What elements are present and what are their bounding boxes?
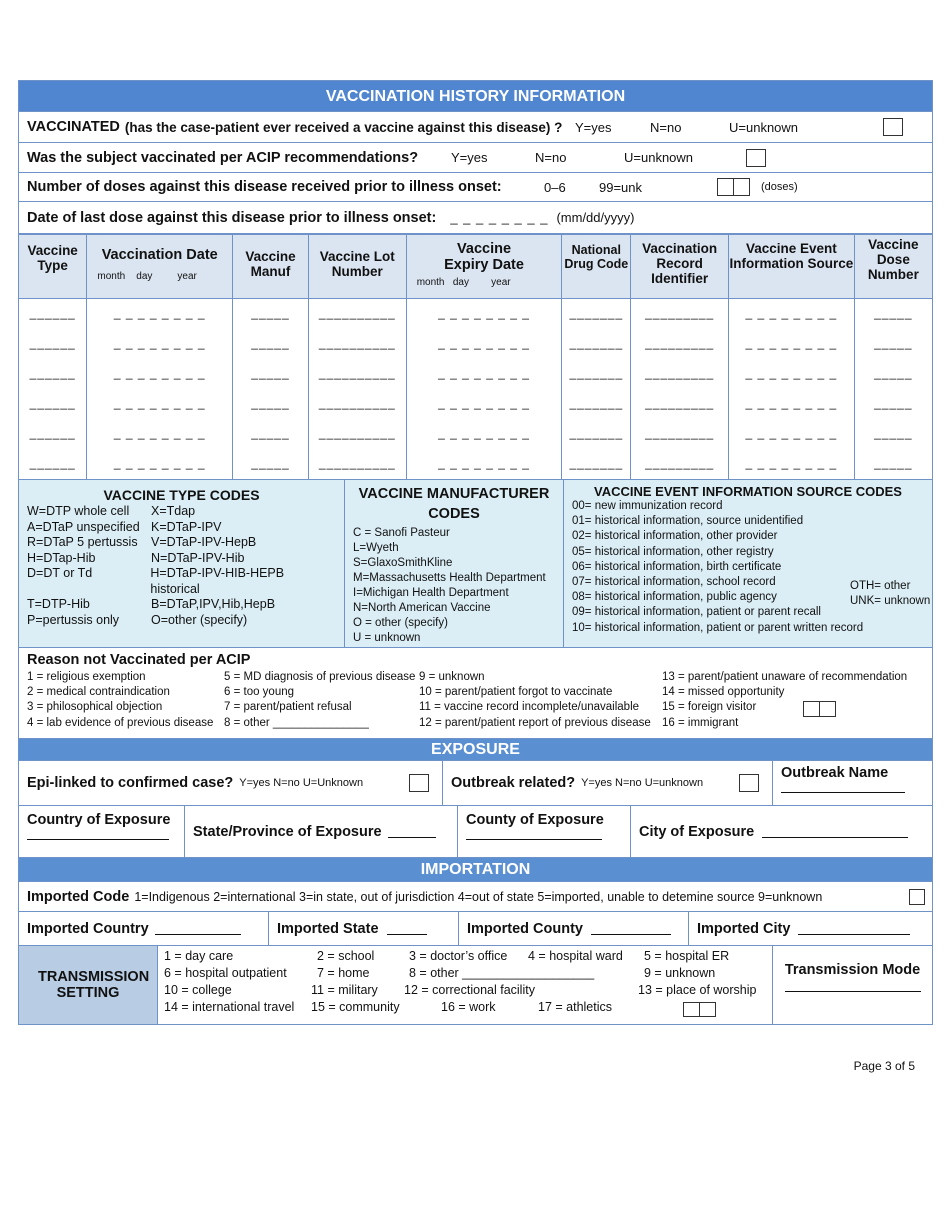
acip-no: N=no xyxy=(535,150,567,165)
ts-16: 16 = work xyxy=(441,1000,496,1014)
state-exposure-line xyxy=(388,826,436,838)
type-code: O=other (specify) xyxy=(151,612,248,627)
city-exposure-line xyxy=(762,826,908,838)
code-item: 3 = philosophical objection xyxy=(27,701,163,714)
city-exposure-field[interactable] xyxy=(631,806,932,857)
type-code: W=DTP whole cell xyxy=(27,504,130,518)
ts-7: 7 = home xyxy=(317,966,370,980)
page-number: Page 3 of 5 xyxy=(853,1059,915,1073)
type-code-row xyxy=(27,566,336,597)
vaccination-form xyxy=(18,80,933,1025)
col-vaccine-type: Vaccine Type xyxy=(19,235,87,299)
doses-box-2[interactable] xyxy=(733,178,750,196)
ts-14: 14 = international travel xyxy=(164,1000,295,1014)
code-item: 6 = too young xyxy=(224,686,295,699)
state-exposure-label: State/Province of Exposure xyxy=(193,823,382,840)
type-code: A=DTaP unspecified xyxy=(27,519,140,534)
type-code: R=DTaP 5 pertussis xyxy=(27,535,138,549)
imported-city-field[interactable] xyxy=(689,912,932,945)
code-item: I=Michigan Health Department xyxy=(353,587,509,599)
doses-unit: (doses) xyxy=(761,181,798,193)
acip-checkbox[interactable] xyxy=(746,149,766,167)
type-code: B=DTaP,IPV,Hib,HepB xyxy=(151,597,276,611)
imported-location-row xyxy=(19,912,932,946)
importation-title: IMPORTATION xyxy=(19,858,932,882)
type-code: P=pertussis only xyxy=(27,612,120,627)
entries-type[interactable]: ______ ______ ______ ______ ______ ______ xyxy=(19,299,87,480)
code-item: 07= historical information, school record xyxy=(572,576,776,589)
col-vaccination-date: Vaccination Date month day year xyxy=(87,235,233,299)
entries-dose[interactable]: _____ _____ _____ _____ _____ _____ xyxy=(854,299,932,480)
col-dose-number: Vaccine Dose Number xyxy=(854,235,932,299)
imported-county-label: Imported County xyxy=(467,920,583,937)
code-item: 08= historical information, public agency xyxy=(572,591,777,604)
transmission-setting-label: TRANSMISSION SETTING xyxy=(38,969,150,1001)
imported-code-options: 1=Indigenous 2=international 3=in state, out of jurisdiction 4=out of state 5=imported, unable to detemine source 9=unknown xyxy=(134,889,823,904)
type-code: V=DTaP-IPV-HepB xyxy=(151,535,257,549)
imported-state-field[interactable] xyxy=(269,912,459,945)
type-code-row xyxy=(27,535,336,551)
entries-source[interactable]: _ _ _ _ _ _ _ _ _ _ _ _ _ _ _ _ _ _ _ _ _ _ _ _ _ _ _ _ _ _ _ _ _ _ _ _ _ _ _ _ _ _ _ _ _ _ _ _ xyxy=(729,299,855,480)
imported-country-label: Imported Country xyxy=(27,920,149,937)
outbreak-checkbox[interactable] xyxy=(739,774,759,792)
type-code: H=DTap-Hib xyxy=(27,550,96,565)
code-item: N=North American Vaccine xyxy=(353,602,491,614)
outbreak-related-field xyxy=(443,761,773,805)
type-code-row xyxy=(27,551,336,567)
ts-2: 2 = school xyxy=(317,949,375,963)
reason-col-2 xyxy=(224,670,415,731)
transmission-setting-label-cell xyxy=(19,946,158,1024)
reason-col-1 xyxy=(27,670,213,731)
last-dose-row xyxy=(19,202,932,234)
code-item: 10= historical information, patient or parent written record xyxy=(572,621,864,634)
expiry-subheader: month day year xyxy=(416,277,511,288)
table-entry-rows xyxy=(19,299,932,480)
entries-record[interactable]: _________ _________ _________ _________ _________ _________ xyxy=(631,299,729,480)
imported-state-line xyxy=(387,923,427,935)
doses-label: Number of doses against this disease received prior to illness onset: xyxy=(27,179,502,195)
code-item: 01= historical information, source unidentified xyxy=(572,515,804,528)
country-exposure-line xyxy=(27,828,169,840)
outbreak-label: Outbreak related? xyxy=(451,775,576,791)
imported-city-line xyxy=(798,923,910,935)
acip-unknown: U=unknown xyxy=(624,150,694,165)
acip-label: Was the subject vaccinated per ACIP recommendations? xyxy=(27,149,419,166)
transmission-options xyxy=(158,946,773,1024)
vaccinated-unknown: U=unknown xyxy=(729,119,799,135)
code-item: 06= historical information, birth certificate xyxy=(572,560,782,573)
outbreak-name-line xyxy=(781,781,905,793)
code-item: 1 = religious exemption xyxy=(27,671,146,683)
source-codes-list xyxy=(572,499,924,636)
outbreak-name-label: Outbreak Name xyxy=(781,765,889,781)
entries-date[interactable]: _ _ _ _ _ _ _ _ _ _ _ _ _ _ _ _ _ _ _ _ _ _ _ _ _ _ _ _ _ _ _ _ _ _ _ _ _ _ _ _ _ _ _ _ _ _ _ _ xyxy=(87,299,233,480)
imported-country-line xyxy=(155,923,241,935)
imported-county-line xyxy=(591,923,671,935)
vaccinated-question: (has the case-patient ever received a vaccine against this disease) ? xyxy=(124,119,563,135)
acip-yes: Y=yes xyxy=(451,150,488,165)
ts-12: 12 = correctional facility xyxy=(404,983,535,997)
code-item: 09= historical information, patient or parent recall xyxy=(572,606,821,619)
last-dose-blanks[interactable]: _ _ _ _ _ _ _ _ xyxy=(450,210,549,225)
manuf-codes xyxy=(345,480,564,647)
epi-linked-field xyxy=(19,761,443,805)
reason-col-3 xyxy=(419,670,651,731)
ts-11: 11 = military xyxy=(311,983,378,997)
col-vaccine-lot: Vaccine Lot Number xyxy=(308,235,406,299)
manuf-codes-title: VACCINE MANUFACTURER CODES xyxy=(358,486,550,522)
vaccinated-no: N=no xyxy=(650,119,682,135)
code-item: 4 = lab evidence of previous disease xyxy=(27,716,214,729)
ts-4: 4 = hospital ward xyxy=(528,949,623,963)
code-item: M=Massachusetts Health Department xyxy=(353,572,546,584)
source-codes-title: VACCINE EVENT INFORMATION SOURCE CODES xyxy=(594,484,902,499)
doses-box-1[interactable] xyxy=(717,178,734,196)
reason-box-1[interactable] xyxy=(803,701,820,717)
acip-row xyxy=(19,143,932,173)
outbreak-options: Y=yes N=no U=unknown xyxy=(581,777,704,789)
entries-ndc[interactable]: _______ _______ _______ _______ _______ _______ xyxy=(562,299,631,480)
code-item: 12 = parent/patient report of previous disease xyxy=(419,716,651,729)
imported-code-label: Imported Code xyxy=(27,888,130,905)
doses-range: 0–6 xyxy=(544,179,566,195)
state-exposure-field[interactable] xyxy=(185,806,458,857)
type-code: T=DTP-Hib xyxy=(27,597,90,611)
type-codes-title: VACCINE TYPE CODES xyxy=(103,487,260,503)
source-oth: OTH= other xyxy=(850,580,911,592)
country-exposure-label: Country of Exposure xyxy=(27,812,171,828)
county-exposure-line xyxy=(466,828,602,840)
last-dose-format: (mm/dd/yyyy) xyxy=(556,210,635,225)
reason-col-4 xyxy=(662,670,907,731)
manuf-codes-list xyxy=(353,526,555,646)
epi-label: Epi-linked to confirmed case? xyxy=(27,775,234,791)
type-codes xyxy=(19,480,345,647)
codes-legend xyxy=(19,480,932,648)
ts-17: 17 = athletics xyxy=(538,1000,613,1014)
epi-options: Y=yes N=no U=Unknown xyxy=(239,777,364,789)
exposure-title: EXPOSURE xyxy=(19,739,932,761)
doses-row xyxy=(19,173,932,202)
source-codes xyxy=(564,480,932,647)
col-ndc: National Drug Code xyxy=(562,235,631,299)
transmission-mode-label: Transmission Mode xyxy=(784,962,921,978)
code-item: S=GlaxoSmithKline xyxy=(353,557,453,569)
code-item: L=Wyeth xyxy=(353,542,399,554)
vaccinated-checkbox[interactable] xyxy=(883,118,903,136)
doses-unk: 99=unk xyxy=(599,179,643,195)
epi-checkbox[interactable] xyxy=(409,774,429,792)
ts-15: 15 = community xyxy=(311,1000,400,1014)
source-unk: UNK= unknown xyxy=(850,595,931,607)
entries-manuf[interactable]: _____ _____ _____ _____ _____ _____ xyxy=(233,299,309,480)
exposure-row-1 xyxy=(19,761,932,806)
type-code: D=DT or Td xyxy=(27,566,93,580)
code-item: C = Sanofi Pasteur xyxy=(353,527,450,539)
county-exposure-label: County of Exposure xyxy=(466,812,604,828)
code-item: 7 = parent/patient refusal xyxy=(224,701,352,714)
vaccinated-yes: Y=yes xyxy=(575,119,612,135)
transmission-mode-field[interactable] xyxy=(773,946,932,1024)
type-code-row xyxy=(27,597,336,613)
code-item: 05= historical information, other registry xyxy=(572,545,774,558)
col-vaccine-expiry: Vaccine Expiry Date month day year xyxy=(406,235,562,299)
exposure-row-2 xyxy=(19,806,932,858)
date-subheader: month day year xyxy=(97,271,197,282)
ts-10: 10 = college xyxy=(164,983,232,997)
code-item: 8 = other _______________ xyxy=(224,716,369,729)
ts-8: 8 = other ___________________ xyxy=(409,966,595,980)
code-item: 16 = immigrant xyxy=(662,716,739,729)
ts-9: 9 = unknown xyxy=(644,966,716,980)
ts-13: 13 = place of worship xyxy=(638,983,757,997)
code-item: 02= historical information, other provider xyxy=(572,530,778,543)
transmission-row xyxy=(19,946,932,1024)
imported-code-row xyxy=(19,882,932,912)
type-code-row xyxy=(27,504,336,520)
col-record-id: Vaccination Record Identifier xyxy=(631,235,729,299)
outbreak-name-field[interactable] xyxy=(773,761,932,805)
code-item: 13 = parent/patient unaware of recommendation xyxy=(662,671,908,683)
type-code-row xyxy=(27,613,336,629)
code-item: 2 = medical contraindication xyxy=(27,686,170,699)
country-exposure-field[interactable] xyxy=(19,806,185,857)
imported-country-field[interactable] xyxy=(19,912,269,945)
transmission-mode-line xyxy=(785,978,921,992)
code-item: 00= new immunization record xyxy=(572,500,723,512)
table-header-row xyxy=(19,235,932,299)
vaccination-table xyxy=(19,234,932,480)
code-item: 15 = foreign visitor xyxy=(662,701,757,714)
imported-state-label: Imported State xyxy=(277,920,379,937)
code-item: O = other (specify) xyxy=(353,617,448,629)
code-item: 5 = MD diagnosis of previous disease xyxy=(224,671,416,683)
code-item: U = unknown xyxy=(353,632,421,644)
type-code-row xyxy=(27,520,336,536)
last-dose-label: Date of last dose against this disease prior to illness onset: xyxy=(27,209,437,226)
ts-5: 5 = hospital ER xyxy=(644,949,730,963)
type-codes-list xyxy=(27,504,336,628)
entries-lot[interactable]: __________ __________ __________ __________ __________ __________ xyxy=(308,299,406,480)
vaccinated-label: VACCINATED xyxy=(27,119,120,135)
type-code: N=DTaP-IPV-Hib xyxy=(151,550,245,565)
entries-expiry[interactable]: _ _ _ _ _ _ _ _ _ _ _ _ _ _ _ _ _ _ _ _ _ _ _ _ _ _ _ _ _ _ _ _ _ _ _ _ _ _ _ _ _ _ _ _ _ _ _ _ xyxy=(406,299,562,480)
ts-3: 3 = doctor’s office xyxy=(409,949,508,963)
reason-section xyxy=(19,648,932,739)
transmission-box-2[interactable] xyxy=(699,1002,716,1017)
code-item: 9 = unknown xyxy=(419,671,485,683)
city-exposure-label: City of Exposure xyxy=(639,823,755,840)
transmission-box-1[interactable] xyxy=(683,1002,700,1017)
reason-box-2[interactable] xyxy=(819,701,836,717)
code-item: 14 = missed opportunity xyxy=(662,686,785,699)
vaccinated-row xyxy=(19,112,932,143)
code-item: 10 = parent/patient forgot to vaccinate xyxy=(419,686,613,699)
type-code: H=DTaP-IPV-HIB-HEPB historical xyxy=(150,566,285,596)
type-code: K=DTaP-IPV xyxy=(151,519,222,534)
imported-city-label: Imported City xyxy=(697,920,791,937)
county-exposure-field[interactable] xyxy=(458,806,631,857)
imported-code-checkbox[interactable] xyxy=(909,889,925,905)
ts-1: 1 = day care xyxy=(164,949,234,963)
code-item: 11 = vaccine record incomplete/unavailable xyxy=(419,701,640,714)
type-code: X=Tdap xyxy=(151,504,196,518)
reason-title: Reason not Vaccinated per ACIP xyxy=(27,652,251,668)
section-title: VACCINATION HISTORY INFORMATION xyxy=(19,81,932,112)
ts-6: 6 = hospital outpatient xyxy=(164,966,287,980)
imported-county-field[interactable] xyxy=(459,912,689,945)
col-vaccine-manuf: Vaccine Manuf xyxy=(233,235,309,299)
col-event-source: Vaccine Event Information Source xyxy=(729,235,855,299)
